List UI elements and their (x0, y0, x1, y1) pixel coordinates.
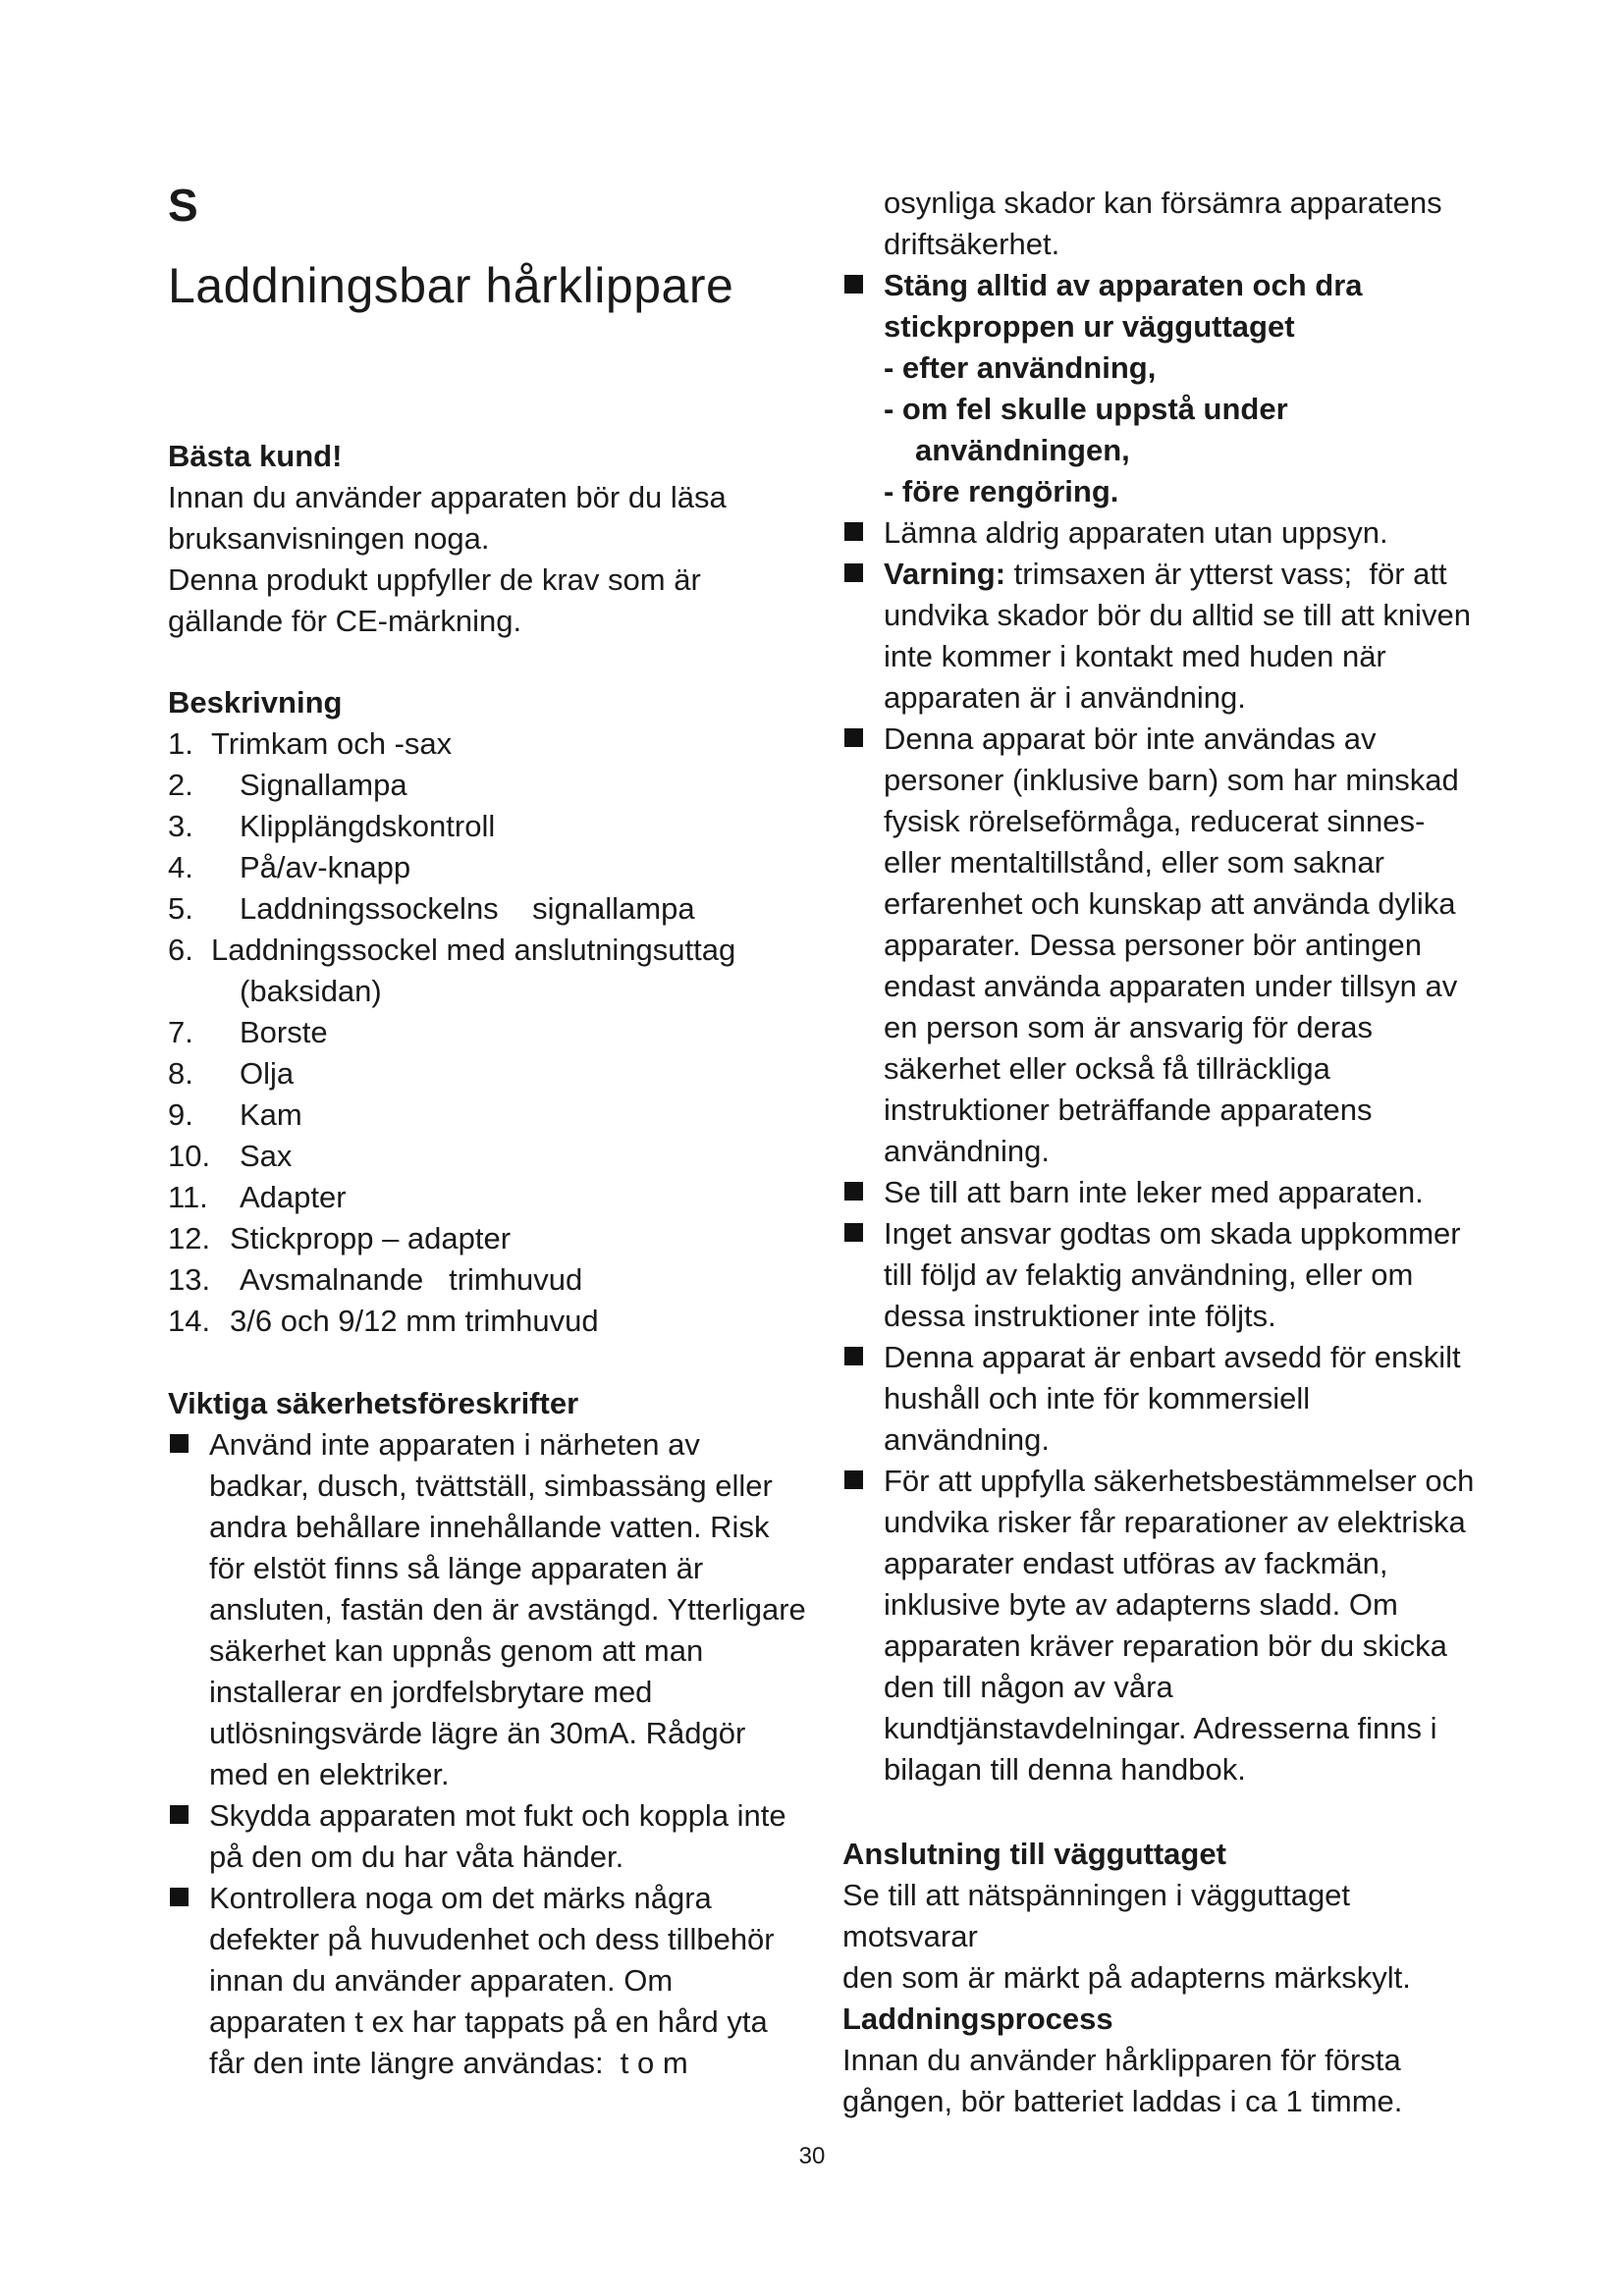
page-number: 30 (798, 2143, 826, 2169)
square-bullet-icon (842, 1337, 884, 1461)
square-bullet-icon (168, 1878, 209, 2084)
list-item: 5. Laddningssockelns signallampa (168, 891, 695, 926)
list-item: (baksidan) (240, 974, 382, 1008)
list-item: 10. Sax (168, 1139, 293, 1173)
list-item: 2. Signallampa (168, 768, 407, 802)
list-item: 6. Laddningssockel med anslutningsuttag (168, 933, 736, 967)
safety-bullet: Se till att barn inte leker med apparaten. (842, 1172, 1481, 1213)
charging-line: gången, bör batteriet laddas i ca 1 timme. (842, 2084, 1403, 2118)
list-item: 14. 3/6 och 9/12 mm trimhuvud (168, 1304, 599, 1338)
charging-line: Innan du använder hårklipparen för första (842, 2043, 1401, 2077)
safety-bullet: Använd inte apparaten i närheten av badkar, dusch, tvättställ, simbassäng eller andra behållare innehållande vatten. Risk för elstöt finns så länge apparaten är ansluten, fastän den är avstängd. Ytterligare säkerhet kan uppnås genom att man installerar en jordfelsbrytare med utlösningsvärde lägre än 30mA. Rådgör med en elektriker. (168, 1424, 806, 1795)
description-section (168, 682, 806, 1342)
square-bullet-icon (168, 1424, 209, 1795)
greeting-line: gällande för CE-märkning. (168, 604, 522, 638)
connection-line: den som är märkt på adapterns märkskylt. (842, 1960, 1411, 1995)
right-column (842, 183, 1481, 1790)
connection-line: Se till att nätspänningen i vägguttaget motsvarar (842, 1878, 1351, 1953)
connection-heading: Anslutning till vägguttaget (842, 1837, 1226, 1871)
greeting-line: bruksanvisningen noga. (168, 521, 490, 556)
charging-section (842, 1999, 1481, 2122)
page-title: Laddningsbar hårklippare (168, 258, 734, 313)
warning-bullet: Varning: trimsaxen är ytterst vass; för att undvika skador bör du alltid se till att kniven inte kommer i kontakt med huden när apparaten är i användning. (842, 554, 1481, 719)
continuation-line: driftsäkerhet. (884, 227, 1060, 261)
safety-bullet: Skydda apparaten mot fukt och koppla inte på den om du har våta händer. (168, 1795, 806, 1878)
safety-section (168, 1383, 806, 2084)
safety-heading: Viktiga säkerhetsföreskrifter (168, 1386, 579, 1420)
description-heading: Beskrivning (168, 685, 343, 720)
list-item: 13. Avsmalnande trimhuvud (168, 1262, 583, 1297)
warning-label: Varning: (884, 557, 1006, 591)
switch-off-bullet: Stäng alltid av apparaten och dra stickproppen ur vägguttaget (842, 265, 1481, 347)
greeting-heading: Bästa kund! (168, 439, 343, 473)
continuation-line: osynliga skador kan försämra apparatens (884, 186, 1442, 220)
greeting-line: Denna produkt uppfyller de krav som är (168, 562, 701, 597)
safety-bullet: Kontrollera noga om det märks några defekter på huvudenhet och dess tillbehör innan du använder apparaten. Om apparaten t ex har tappats på en hård yta får den inte längre användas: t o m (168, 1878, 806, 2084)
greeting-section (168, 436, 806, 642)
square-bullet-icon (842, 1172, 884, 1213)
connection-section (842, 1834, 1481, 1999)
list-item: 8. Olja (168, 1056, 295, 1091)
list-item: 4. På/av-knapp (168, 850, 411, 884)
safety-bullet: Inget ansvar godtas om skada uppkommer till följd av felaktig användning, eller om dessa instruktioner inte följts. (842, 1213, 1481, 1337)
charging-heading: Laddningsprocess (842, 2002, 1113, 2036)
safety-bullet: Denna apparat är enbart avsedd för enskilt hushåll och inte för kommersiell användning. (842, 1337, 1481, 1461)
list-item: 9. Kam (168, 1097, 302, 1132)
square-bullet-icon (842, 719, 884, 1172)
square-bullet-icon (842, 265, 884, 347)
list-item: 11. Adapter (168, 1180, 347, 1214)
square-bullet-icon (842, 512, 884, 554)
list-item: 12. Stickpropp – adapter (168, 1221, 512, 1255)
list-item: 7. Borste (168, 1015, 328, 1049)
square-bullet-icon (842, 554, 884, 719)
safety-bullet: För att uppfylla säkerhetsbestämmelser och undvika risker får reparationer av elektriska apparater endast utföras av fackmän, inklusive byte av adapterns sladd. Om apparaten kräver reparation bör du skicka den till någon av våra kundtjänstavdelningar. Adresserna finns i bilagan till denna handbok. (842, 1461, 1481, 1790)
safety-bullet: Denna apparat bör inte användas av personer (inklusive barn) som har minskad fysisk rörelseförmåga, reducerat sinnes- eller mentaltillstånd, eller som saknar erfarenhet och kunskap att använda dylika apparater. Dessa personer bör antingen endast använda apparaten under tillsyn av en person som är ansvarig för deras säkerhet eller också få tillräckliga instruktioner beträffande apparatens användning. (842, 719, 1481, 1172)
list-item: 3. Klipplängdskontroll (168, 809, 496, 843)
square-bullet-icon (842, 1461, 884, 1790)
list-item: 1. Trimkam och -sax (168, 726, 453, 761)
language-marker: S (168, 180, 198, 231)
square-bullet-icon (842, 1213, 884, 1337)
dash-item: - före rengöring. (884, 474, 1119, 508)
square-bullet-icon (168, 1795, 209, 1878)
dash-item-continued: användningen, (915, 433, 1130, 467)
dash-item: - efter användning, (884, 350, 1157, 385)
dash-item: - om fel skulle uppstå under (884, 392, 1288, 426)
safety-bullet: Lämna aldrig apparaten utan uppsyn. (842, 512, 1481, 554)
greeting-line: Innan du använder apparaten bör du läsa (168, 480, 727, 514)
